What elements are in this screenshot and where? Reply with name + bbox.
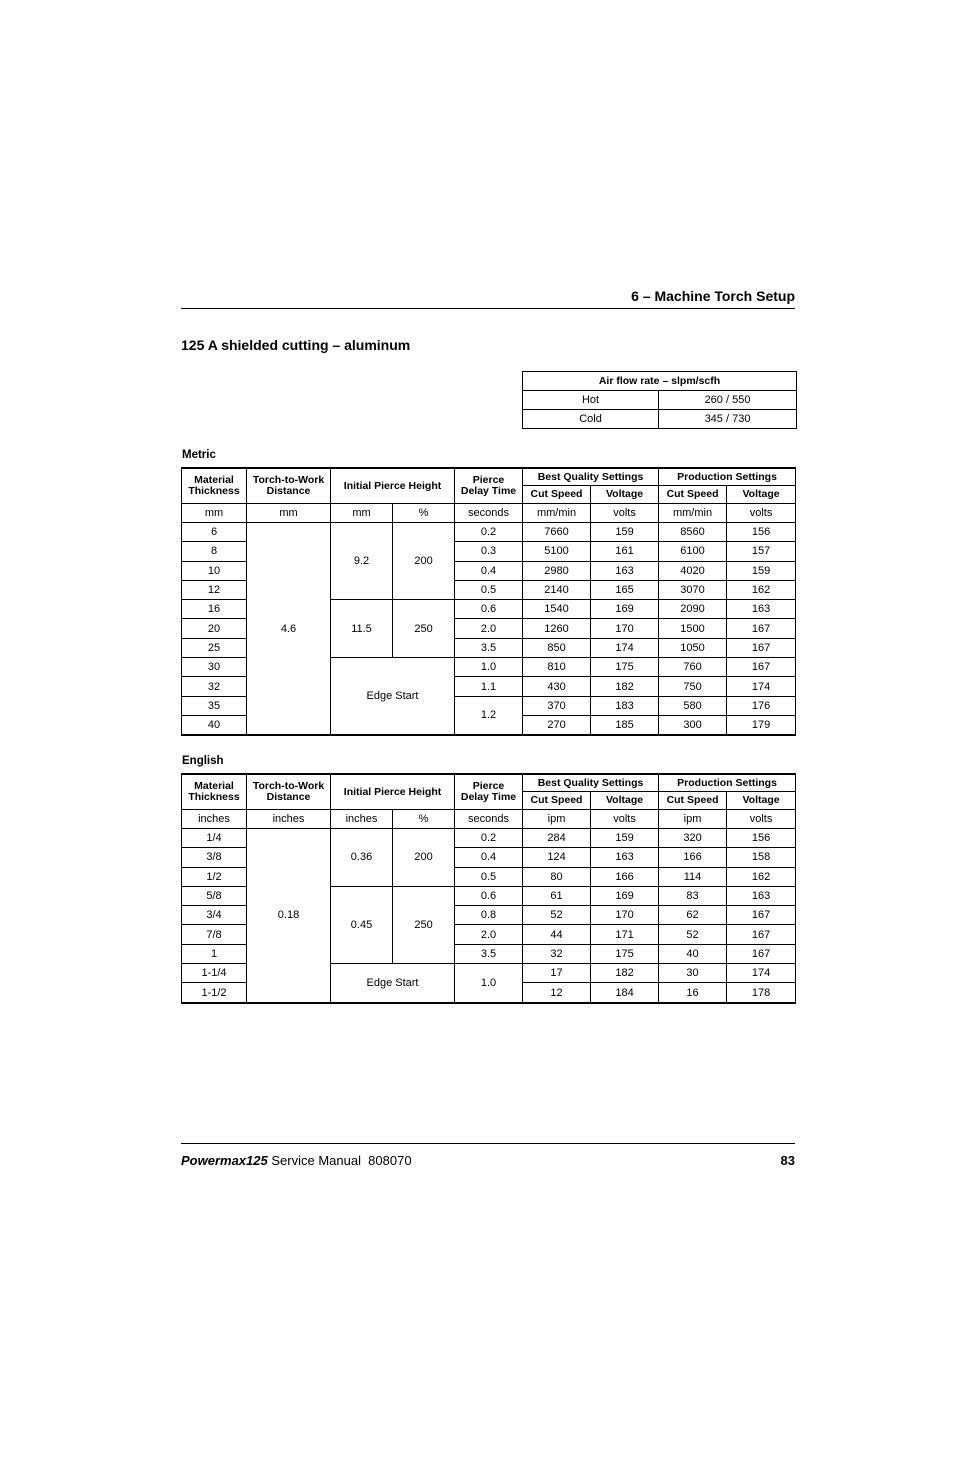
material-thickness-header [182,774,247,810]
header-line: Delay Time [460,485,517,497]
best-cut-speed-cell: 80 [523,867,591,886]
air-flow-label: Cold [523,410,659,429]
unit-cell: % [393,810,455,829]
unit-cell: inches [182,810,247,829]
unit-cell: mm [247,504,331,523]
production-voltage-cell: 156 [727,523,796,542]
edge-start-cell: Edge Start [331,658,455,736]
product-brand: Powermax125 [181,1153,268,1168]
section-title: 125 A shielded cutting – aluminum [181,337,411,353]
best-cut-speed-cell: 2140 [523,580,591,599]
header-line: Distance [266,485,311,497]
production-cut-speed-cell: 62 [659,906,727,925]
production-header: Production Settings [659,468,796,486]
pierce-height-cell: 0.36 [331,829,393,887]
best-cut-speed-cell: 270 [523,715,591,735]
thickness-cell: 8 [182,542,247,561]
thickness-cell: 25 [182,638,247,657]
best-cut-speed-cell: 52 [523,906,591,925]
air-flow-table [522,371,797,429]
thickness-cell: 7/8 [182,925,247,944]
best-cut-speed-cell: 61 [523,886,591,905]
best-voltage-cell: 175 [591,658,659,677]
production-cut-speed-cell: 166 [659,848,727,867]
header-row [182,468,796,486]
production-voltage-cell: 163 [727,600,796,619]
torch-distance-cell: 4.6 [247,523,331,736]
production-voltage-cell: 162 [727,580,796,599]
unit-cell: inches [247,810,331,829]
production-cut-speed-cell: 300 [659,715,727,735]
production-cut-speed-cell: 40 [659,944,727,963]
thickness-cell: 30 [182,658,247,677]
cut-speed-header: Cut Speed [523,792,591,810]
production-voltage-cell: 179 [727,715,796,735]
best-cut-speed-cell: 370 [523,696,591,715]
voltage-header: Voltage [727,486,796,504]
footer-manual-info [181,1153,412,1168]
torch-distance-header [247,468,331,504]
thickness-cell: 5/8 [182,886,247,905]
production-voltage-cell: 167 [727,925,796,944]
best-cut-speed-cell: 1540 [523,600,591,619]
pierce-delay-cell: 0.6 [455,886,523,905]
production-voltage-cell: 158 [727,848,796,867]
best-quality-header: Best Quality Settings [523,774,659,792]
best-voltage-cell: 165 [591,580,659,599]
production-voltage-cell: 159 [727,561,796,580]
production-cut-speed-cell: 2090 [659,600,727,619]
air-flow-value: 345 / 730 [659,410,797,429]
pierce-delay-cell: 0.6 [455,600,523,619]
best-voltage-cell: 161 [591,542,659,561]
voltage-header: Voltage [591,792,659,810]
header-line: Distance [266,791,311,803]
air-flow-row [523,410,797,429]
unit-cell: ipm [659,810,727,829]
voltage-header: Voltage [727,792,796,810]
pierce-delay-cell: 0.8 [455,906,523,925]
unit-cell: volts [591,504,659,523]
pierce-height-cell: 11.5 [331,600,393,658]
best-cut-speed-cell: 850 [523,638,591,657]
production-voltage-cell: 178 [727,983,796,1003]
manual-title: Service Manual 808070 [271,1153,412,1168]
production-cut-speed-cell: 83 [659,886,727,905]
header-row [182,774,796,792]
best-cut-speed-cell: 32 [523,944,591,963]
best-voltage-cell: 182 [591,964,659,983]
thickness-cell: 32 [182,677,247,696]
cut-speed-header: Cut Speed [659,792,727,810]
pierce-delay-cell: 0.5 [455,580,523,599]
production-voltage-cell: 157 [727,542,796,561]
unit-cell: volts [591,810,659,829]
pierce-height-header: Initial Pierce Height [331,468,455,504]
pierce-percent-cell: 200 [393,829,455,887]
pierce-delay-cell: 0.2 [455,829,523,848]
best-cut-speed-cell: 1260 [523,619,591,638]
production-cut-speed-cell: 760 [659,658,727,677]
production-cut-speed-cell: 4020 [659,561,727,580]
pierce-percent-cell: 250 [393,600,455,658]
pierce-percent-cell: 250 [393,886,455,963]
header-line: Thickness [188,791,240,803]
best-voltage-cell: 166 [591,867,659,886]
units-row [182,504,796,523]
unit-cell: volts [727,504,796,523]
best-cut-speed-cell: 44 [523,925,591,944]
header-line: Material [194,474,234,486]
best-cut-speed-cell: 810 [523,658,591,677]
torch-distance-header [247,774,331,810]
pierce-height-header: Initial Pierce Height [331,774,455,810]
pierce-delay-cell: 0.4 [455,561,523,580]
unit-cell: mm [331,504,393,523]
header-line: Thickness [188,485,240,497]
thickness-cell: 1-1/4 [182,964,247,983]
production-cut-speed-cell: 1050 [659,638,727,657]
unit-cell: inches [331,810,393,829]
pierce-delay-cell: 1.1 [455,677,523,696]
best-voltage-cell: 159 [591,523,659,542]
production-voltage-cell: 176 [727,696,796,715]
production-voltage-cell: 167 [727,944,796,963]
thickness-cell: 6 [182,523,247,542]
production-voltage-cell: 163 [727,886,796,905]
unit-cell: seconds [455,504,523,523]
air-flow-row [523,391,797,410]
footer-rule [181,1143,795,1144]
metric-table [181,467,796,736]
best-cut-speed-cell: 7660 [523,523,591,542]
production-voltage-cell: 167 [727,619,796,638]
best-voltage-cell: 185 [591,715,659,735]
thickness-cell: 1/2 [182,867,247,886]
production-cut-speed-cell: 6100 [659,542,727,561]
production-voltage-cell: 167 [727,906,796,925]
thickness-cell: 1 [182,944,247,963]
production-cut-speed-cell: 320 [659,829,727,848]
thickness-cell: 20 [182,619,247,638]
best-voltage-cell: 169 [591,886,659,905]
unit-cell: seconds [455,810,523,829]
best-voltage-cell: 170 [591,619,659,638]
units-row [182,810,796,829]
unit-cell: ipm [523,810,591,829]
production-voltage-cell: 174 [727,964,796,983]
production-cut-speed-cell: 30 [659,964,727,983]
header-line: Delay Time [460,791,517,803]
pierce-delay-cell: 1.2 [455,696,523,735]
production-header: Production Settings [659,774,796,792]
best-quality-header: Best Quality Settings [523,468,659,486]
unit-cell: mm/min [523,504,591,523]
best-cut-speed-cell: 17 [523,964,591,983]
pierce-delay-cell: 3.5 [455,944,523,963]
best-cut-speed-cell: 2980 [523,561,591,580]
pierce-delay-cell: 1.0 [455,964,523,1003]
production-cut-speed-cell: 750 [659,677,727,696]
thickness-cell: 3/8 [182,848,247,867]
thickness-cell: 1-1/2 [182,983,247,1003]
pierce-delay-header [455,468,523,504]
air-flow-header: Air flow rate – slpm/scfh [523,372,797,391]
best-voltage-cell: 163 [591,848,659,867]
header-rule [181,308,795,309]
production-voltage-cell: 162 [727,867,796,886]
best-voltage-cell: 182 [591,677,659,696]
production-voltage-cell: 156 [727,829,796,848]
english-table [181,773,796,1004]
header-line: Material [194,780,234,792]
production-cut-speed-cell: 3070 [659,580,727,599]
best-voltage-cell: 174 [591,638,659,657]
production-cut-speed-cell: 1500 [659,619,727,638]
chapter-title: 6 – Machine Torch Setup [631,288,795,304]
production-cut-speed-cell: 52 [659,925,727,944]
header-line: Pierce [472,474,505,486]
pierce-height-cell: 9.2 [331,523,393,600]
pierce-delay-header [455,774,523,810]
table-row [182,829,796,848]
thickness-cell: 16 [182,600,247,619]
unit-cell: volts [727,810,796,829]
production-voltage-cell: 174 [727,677,796,696]
production-cut-speed-cell: 16 [659,983,727,1003]
thickness-cell: 40 [182,715,247,735]
best-voltage-cell: 183 [591,696,659,715]
header-line: Torch-to-Work [252,780,325,792]
unit-cell: mm/min [659,504,727,523]
pierce-delay-cell: 0.4 [455,848,523,867]
pierce-height-cell: 0.45 [331,886,393,963]
metric-label: Metric [182,449,216,461]
thickness-cell: 35 [182,696,247,715]
best-cut-speed-cell: 12 [523,983,591,1003]
best-voltage-cell: 170 [591,906,659,925]
production-voltage-cell: 167 [727,658,796,677]
best-cut-speed-cell: 284 [523,829,591,848]
best-voltage-cell: 184 [591,983,659,1003]
pierce-delay-cell: 0.3 [455,542,523,561]
pierce-percent-cell: 200 [393,523,455,600]
best-cut-speed-cell: 5100 [523,542,591,561]
best-voltage-cell: 171 [591,925,659,944]
cut-speed-header: Cut Speed [523,486,591,504]
voltage-header: Voltage [591,486,659,504]
best-voltage-cell: 159 [591,829,659,848]
cut-speed-header: Cut Speed [659,486,727,504]
material-thickness-header [182,468,247,504]
air-flow-value: 260 / 550 [659,391,797,410]
production-voltage-cell: 167 [727,638,796,657]
unit-cell: % [393,504,455,523]
thickness-cell: 10 [182,561,247,580]
page-number: 83 [780,1153,795,1168]
table-row [182,523,796,542]
pierce-delay-cell: 0.2 [455,523,523,542]
thickness-cell: 3/4 [182,906,247,925]
production-cut-speed-cell: 8560 [659,523,727,542]
best-voltage-cell: 169 [591,600,659,619]
thickness-cell: 1/4 [182,829,247,848]
best-cut-speed-cell: 124 [523,848,591,867]
pierce-delay-cell: 2.0 [455,925,523,944]
edge-start-cell: Edge Start [331,964,455,1003]
pierce-delay-cell: 1.0 [455,658,523,677]
pierce-delay-cell: 2.0 [455,619,523,638]
production-cut-speed-cell: 114 [659,867,727,886]
header-line: Pierce [472,780,505,792]
english-label: English [182,755,224,767]
header-line: Torch-to-Work [252,474,325,486]
pierce-delay-cell: 0.5 [455,867,523,886]
best-voltage-cell: 175 [591,944,659,963]
pierce-delay-cell: 3.5 [455,638,523,657]
production-cut-speed-cell: 580 [659,696,727,715]
thickness-cell: 12 [182,580,247,599]
torch-distance-cell: 0.18 [247,829,331,1003]
best-voltage-cell: 163 [591,561,659,580]
best-cut-speed-cell: 430 [523,677,591,696]
unit-cell: mm [182,504,247,523]
air-flow-label: Hot [523,391,659,410]
